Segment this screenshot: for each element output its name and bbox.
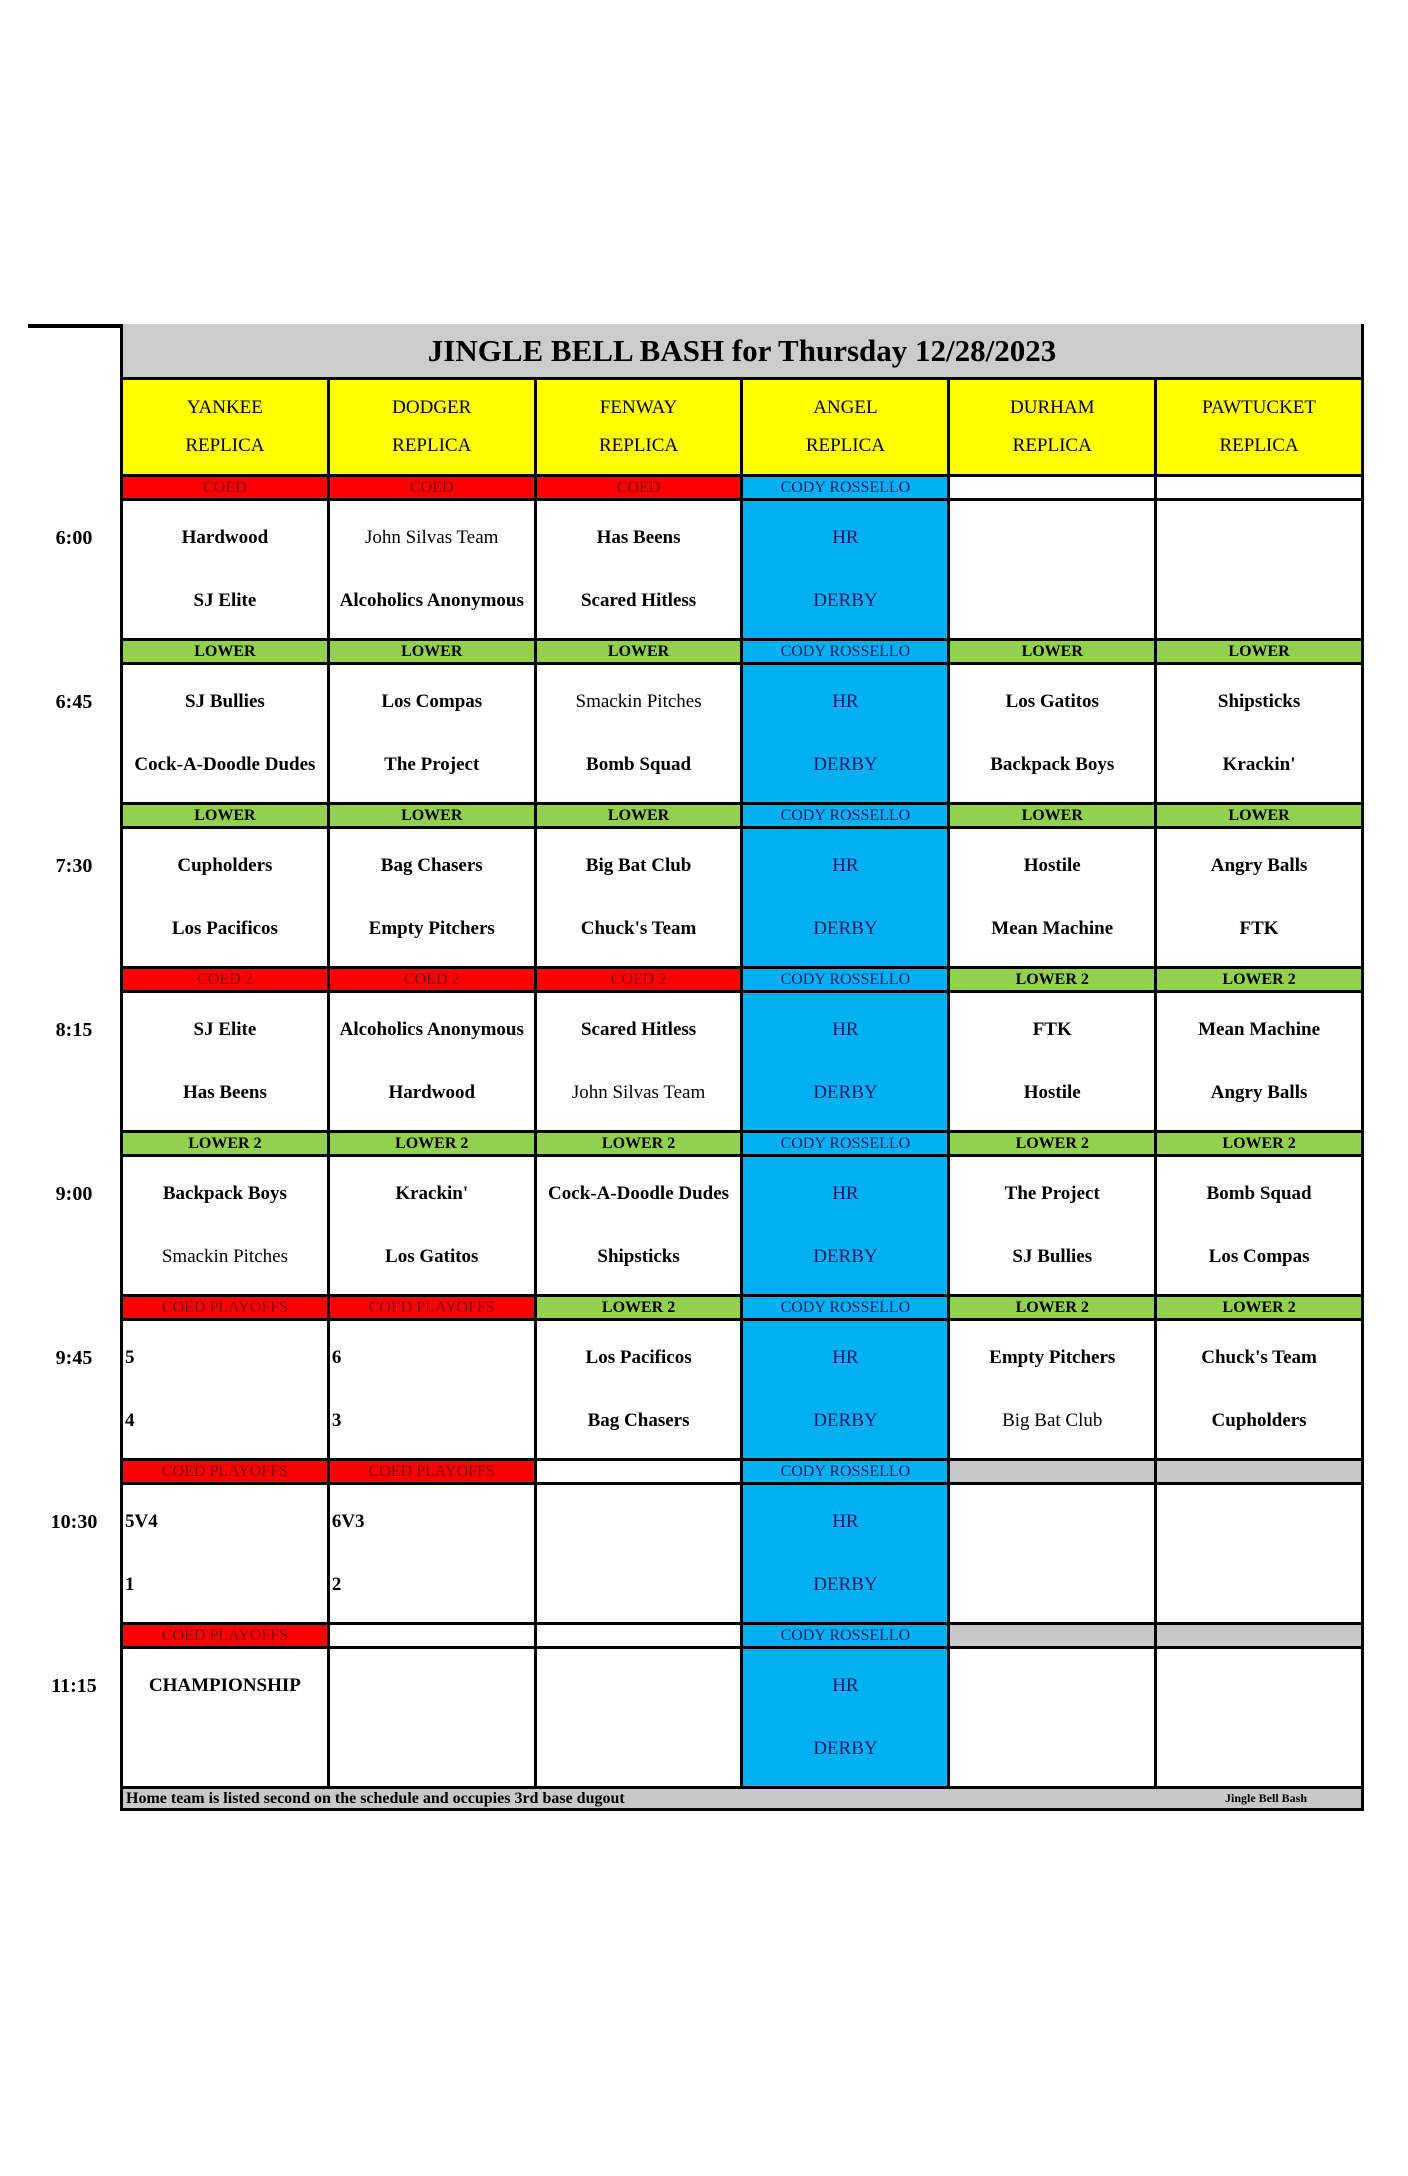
field-header-line2: REPLICA bbox=[1012, 435, 1092, 457]
away-team: John Silvas Team bbox=[365, 527, 499, 549]
home-team: Bag Chasers bbox=[587, 1409, 690, 1431]
division-label bbox=[1157, 1625, 1364, 1649]
division-label: LOWER bbox=[950, 641, 1157, 665]
home-team: Hostile bbox=[1023, 1081, 1081, 1103]
matchup-cell bbox=[950, 665, 1157, 802]
away-team: HR bbox=[832, 527, 859, 549]
field-header-line1: PAWTUCKET bbox=[1202, 396, 1317, 418]
away-team: Scared Hitless bbox=[580, 1019, 697, 1041]
hr-derby-cell bbox=[743, 1649, 950, 1786]
division-label bbox=[1157, 477, 1364, 501]
field-header-fenway bbox=[537, 380, 744, 474]
matchup-cell bbox=[950, 501, 1157, 638]
home-team: John Silvas Team bbox=[571, 1081, 706, 1103]
matchup-cell bbox=[123, 665, 330, 802]
matchup-cell bbox=[950, 829, 1157, 966]
division-label: LOWER 2 bbox=[1157, 1133, 1364, 1157]
time-slot-label: 10:30 bbox=[50, 1511, 98, 1533]
home-team: Empty Pitchers bbox=[368, 917, 495, 939]
away-team: Angry Balls bbox=[1210, 855, 1308, 877]
matchup-cell bbox=[330, 993, 537, 1130]
division-label-row bbox=[120, 1133, 1364, 1157]
division-label: LOWER bbox=[537, 641, 744, 665]
division-label: CODY ROSSELLO bbox=[743, 805, 950, 829]
matchup-cell bbox=[123, 501, 330, 638]
home-team: Cock-A-Doodle Dudes bbox=[134, 753, 316, 775]
matchup-cell bbox=[330, 665, 537, 802]
division-label: COED 2 bbox=[123, 969, 330, 993]
division-label: COED PLAYOFFS bbox=[330, 1297, 537, 1321]
away-team: Alcoholics Anonymous bbox=[339, 1019, 524, 1041]
division-label-row bbox=[120, 641, 1364, 665]
time-slot-label: 6:00 bbox=[55, 527, 93, 549]
division-label: LOWER bbox=[123, 805, 330, 829]
field-header-line1: ANGEL bbox=[813, 396, 878, 418]
field-header-line1: DODGER bbox=[392, 396, 472, 418]
away-team: Hardwood bbox=[181, 527, 269, 549]
away-team: Mean Machine bbox=[1198, 1019, 1321, 1041]
division-label: LOWER 2 bbox=[1157, 1297, 1364, 1321]
home-team: 3 bbox=[331, 1409, 342, 1431]
field-header-pawtucket bbox=[1157, 380, 1364, 474]
home-team: Cupholders bbox=[1211, 1409, 1307, 1431]
schedule-footer bbox=[120, 1789, 1364, 1811]
field-header-line2: REPLICA bbox=[805, 435, 885, 457]
matchup-cell bbox=[330, 1157, 537, 1294]
matchup-cell bbox=[1157, 1157, 1364, 1294]
away-team: Krackin' bbox=[395, 1183, 469, 1205]
division-label bbox=[950, 477, 1157, 501]
footer-note: Home team is listed second on the schedule and occupies 3rd base dugout bbox=[126, 1789, 625, 1807]
away-team: Backpack Boys bbox=[162, 1183, 287, 1205]
matchup-cell bbox=[1157, 501, 1364, 638]
matchup-cell bbox=[1157, 1649, 1364, 1786]
game-row bbox=[120, 1157, 1364, 1297]
home-team: Backpack Boys bbox=[990, 753, 1115, 775]
division-label: COED PLAYOFFS bbox=[123, 1625, 330, 1649]
home-team: DERBY bbox=[813, 753, 878, 775]
field-header-durham bbox=[950, 380, 1157, 474]
away-team: 6 bbox=[331, 1347, 342, 1369]
matchup-cell bbox=[537, 993, 744, 1130]
division-label bbox=[1157, 1461, 1364, 1485]
field-header-yankee bbox=[123, 380, 330, 474]
division-label-row bbox=[120, 477, 1364, 501]
home-team: Chuck's Team bbox=[580, 917, 697, 939]
matchup-cell bbox=[330, 829, 537, 966]
hr-derby-cell bbox=[743, 993, 950, 1130]
away-team: Hostile bbox=[1023, 855, 1081, 877]
field-header-line2: REPLICA bbox=[598, 435, 679, 457]
matchup-cell bbox=[330, 1321, 537, 1458]
home-team: Krackin' bbox=[1222, 753, 1296, 775]
game-row bbox=[120, 1321, 1364, 1461]
matchup-cell bbox=[537, 665, 744, 802]
division-label: CODY ROSSELLO bbox=[743, 1297, 950, 1321]
matchup-cell bbox=[537, 1649, 744, 1786]
division-label bbox=[330, 1625, 537, 1649]
matchup-cell bbox=[537, 1485, 744, 1622]
matchup-cell bbox=[123, 829, 330, 966]
matchup-cell bbox=[950, 993, 1157, 1130]
game-row bbox=[120, 665, 1364, 805]
division-label: CODY ROSSELLO bbox=[743, 477, 950, 501]
home-team: The Project bbox=[384, 753, 480, 775]
division-label: LOWER bbox=[330, 805, 537, 829]
away-team: Big Bat Club bbox=[585, 855, 692, 877]
away-team: Shipsticks bbox=[1217, 691, 1301, 713]
home-team: DERBY bbox=[813, 1081, 878, 1103]
home-team: FTK bbox=[1239, 917, 1279, 939]
away-team: HR bbox=[832, 1183, 859, 1205]
home-team: Los Compas bbox=[1208, 1245, 1310, 1267]
away-team: 6V3 bbox=[331, 1511, 365, 1533]
hr-derby-cell bbox=[743, 1157, 950, 1294]
division-label bbox=[537, 1461, 744, 1485]
away-team: Has Beens bbox=[596, 527, 681, 549]
away-team: HR bbox=[832, 691, 859, 713]
division-label bbox=[950, 1625, 1157, 1649]
division-label: COED bbox=[330, 477, 537, 501]
home-team: Los Gatitos bbox=[385, 1245, 479, 1267]
hr-derby-cell bbox=[743, 501, 950, 638]
away-team: 5 bbox=[125, 1347, 135, 1369]
home-team: DERBY bbox=[813, 1573, 878, 1595]
division-label-row bbox=[120, 1297, 1364, 1321]
game-row bbox=[120, 993, 1364, 1133]
game-row bbox=[120, 829, 1364, 969]
home-team: DERBY bbox=[813, 1737, 878, 1759]
away-team: 5V4 bbox=[125, 1511, 158, 1533]
time-slot-label: 9:45 bbox=[55, 1347, 93, 1369]
division-label: COED PLAYOFFS bbox=[123, 1297, 330, 1321]
home-team: Los Pacificos bbox=[171, 917, 278, 939]
hr-derby-cell bbox=[743, 665, 950, 802]
hr-derby-cell bbox=[743, 829, 950, 966]
division-label: LOWER 2 bbox=[537, 1133, 744, 1157]
away-team: Los Gatitos bbox=[1005, 691, 1099, 713]
division-label: LOWER bbox=[950, 805, 1157, 829]
matchup-cell bbox=[950, 1485, 1157, 1622]
footer-brand: Jingle Bell Bash bbox=[1224, 1791, 1307, 1805]
home-team: SJ Elite bbox=[193, 589, 257, 611]
matchup-cell bbox=[123, 1321, 330, 1458]
division-label: LOWER 2 bbox=[330, 1133, 537, 1157]
division-label: COED PLAYOFFS bbox=[123, 1461, 330, 1485]
matchup-cell bbox=[1157, 1485, 1364, 1622]
division-label: LOWER 2 bbox=[537, 1297, 744, 1321]
time-slot-label: 6:45 bbox=[55, 691, 93, 713]
home-team: Has Beens bbox=[182, 1081, 267, 1103]
away-team: Los Pacificos bbox=[585, 1347, 692, 1369]
away-team: SJ Elite bbox=[193, 1019, 257, 1041]
home-team: Hardwood bbox=[388, 1081, 476, 1103]
division-label: LOWER 2 bbox=[950, 1297, 1157, 1321]
division-label: LOWER 2 bbox=[123, 1133, 330, 1157]
division-label: COED 2 bbox=[537, 969, 744, 993]
hr-derby-cell bbox=[743, 1321, 950, 1458]
division-label: LOWER 2 bbox=[950, 1133, 1157, 1157]
field-header-line1: FENWAY bbox=[599, 396, 678, 418]
division-label: COED PLAYOFFS bbox=[330, 1461, 537, 1485]
home-team: Mean Machine bbox=[991, 917, 1114, 939]
schedule-body bbox=[120, 477, 1364, 1789]
division-label: CODY ROSSELLO bbox=[743, 1625, 950, 1649]
home-team: DERBY bbox=[813, 1409, 878, 1431]
field-header-line2: REPLICA bbox=[392, 435, 472, 457]
division-label: LOWER 2 bbox=[1157, 969, 1364, 993]
division-label: CODY ROSSELLO bbox=[743, 969, 950, 993]
division-label: COED bbox=[537, 477, 744, 501]
time-slot-label: 11:15 bbox=[51, 1675, 97, 1697]
schedule-title: JINGLE BELL BASH for Thursday 12/28/2023 bbox=[120, 324, 1364, 380]
away-team: HR bbox=[832, 1347, 859, 1369]
home-team: Angry Balls bbox=[1210, 1081, 1308, 1103]
division-label: CODY ROSSELLO bbox=[743, 1133, 950, 1157]
home-team: SJ Bullies bbox=[1012, 1245, 1093, 1267]
away-team: CHAMPIONSHIP bbox=[148, 1675, 301, 1697]
field-header-line2: REPLICA bbox=[1219, 435, 1299, 457]
matchup-cell bbox=[1157, 829, 1364, 966]
division-label: LOWER bbox=[1157, 805, 1364, 829]
matchup-cell bbox=[1157, 665, 1364, 802]
field-header-angel bbox=[743, 380, 950, 474]
field-header-line1: DURHAM bbox=[1010, 396, 1095, 418]
away-team: HR bbox=[832, 1511, 859, 1533]
division-label-row bbox=[120, 969, 1364, 993]
matchup-cell bbox=[123, 1649, 330, 1786]
schedule-sheet bbox=[120, 324, 1364, 1811]
field-header-line2: REPLICA bbox=[185, 435, 265, 457]
home-team: 4 bbox=[125, 1409, 135, 1431]
matchup-cell bbox=[1157, 1321, 1364, 1458]
away-team: Bag Chasers bbox=[380, 855, 483, 877]
division-label: LOWER bbox=[330, 641, 537, 665]
home-team: DERBY bbox=[813, 1245, 878, 1267]
home-team: DERBY bbox=[813, 917, 878, 939]
away-team: Smackin Pitches bbox=[575, 691, 702, 713]
home-team: Alcoholics Anonymous bbox=[339, 589, 524, 611]
home-team: Smackin Pitches bbox=[161, 1245, 288, 1267]
away-team: SJ Bullies bbox=[185, 691, 265, 713]
matchup-cell bbox=[1157, 993, 1364, 1130]
away-team: FTK bbox=[1032, 1019, 1072, 1041]
division-label: COED bbox=[123, 477, 330, 501]
home-team: DERBY bbox=[813, 589, 878, 611]
game-row bbox=[120, 1649, 1364, 1789]
matchup-cell bbox=[330, 1485, 537, 1622]
away-team: Bomb Squad bbox=[1206, 1183, 1312, 1205]
home-team: Big Bat Club bbox=[1002, 1409, 1103, 1431]
matchup-cell bbox=[537, 1321, 744, 1458]
game-row bbox=[120, 501, 1364, 641]
away-team: Empty Pitchers bbox=[989, 1347, 1116, 1369]
division-label: LOWER bbox=[537, 805, 744, 829]
field-header-row bbox=[120, 380, 1364, 477]
away-team: Los Compas bbox=[381, 691, 483, 713]
home-team: 2 bbox=[331, 1573, 342, 1595]
matchup-cell bbox=[537, 501, 744, 638]
field-header-line1: YANKEE bbox=[186, 396, 263, 418]
time-slot-label: 9:00 bbox=[55, 1183, 93, 1205]
matchup-cell bbox=[950, 1157, 1157, 1294]
division-label: COED 2 bbox=[330, 969, 537, 993]
matchup-cell bbox=[537, 1157, 744, 1294]
away-team: HR bbox=[832, 1019, 859, 1041]
division-label bbox=[950, 1461, 1157, 1485]
matchup-cell bbox=[123, 1485, 330, 1622]
away-team: Cock-A-Doodle Dudes bbox=[548, 1183, 730, 1205]
division-label: CODY ROSSELLO bbox=[743, 1461, 950, 1485]
division-label: LOWER 2 bbox=[950, 969, 1157, 993]
home-team: 1 bbox=[125, 1573, 135, 1595]
away-team: Chuck's Team bbox=[1201, 1347, 1317, 1369]
matchup-cell bbox=[123, 993, 330, 1130]
matchup-cell bbox=[330, 501, 537, 638]
hr-derby-cell bbox=[743, 1485, 950, 1622]
matchup-cell bbox=[330, 1649, 537, 1786]
home-team: Bomb Squad bbox=[586, 753, 692, 775]
matchup-cell bbox=[950, 1649, 1157, 1786]
matchup-cell bbox=[537, 829, 744, 966]
division-label: LOWER bbox=[1157, 641, 1364, 665]
division-label-row bbox=[120, 1625, 1364, 1649]
division-label bbox=[537, 1625, 744, 1649]
field-header-dodger bbox=[330, 380, 537, 474]
division-label: CODY ROSSELLO bbox=[743, 641, 950, 665]
game-row bbox=[120, 1485, 1364, 1625]
matchup-cell bbox=[123, 1157, 330, 1294]
home-team: Scared Hitless bbox=[580, 589, 697, 611]
home-team: Shipsticks bbox=[597, 1245, 680, 1267]
division-label: LOWER bbox=[123, 641, 330, 665]
division-label-row bbox=[120, 1461, 1364, 1485]
division-label-row bbox=[120, 805, 1364, 829]
matchup-cell bbox=[950, 1321, 1157, 1458]
time-slot-label: 8:15 bbox=[55, 1019, 93, 1041]
away-team: HR bbox=[832, 855, 859, 877]
away-team: HR bbox=[832, 1675, 859, 1697]
away-team: Cupholders bbox=[177, 855, 273, 877]
time-slot-label: 7:30 bbox=[55, 855, 93, 877]
away-team: The Project bbox=[1004, 1183, 1100, 1205]
